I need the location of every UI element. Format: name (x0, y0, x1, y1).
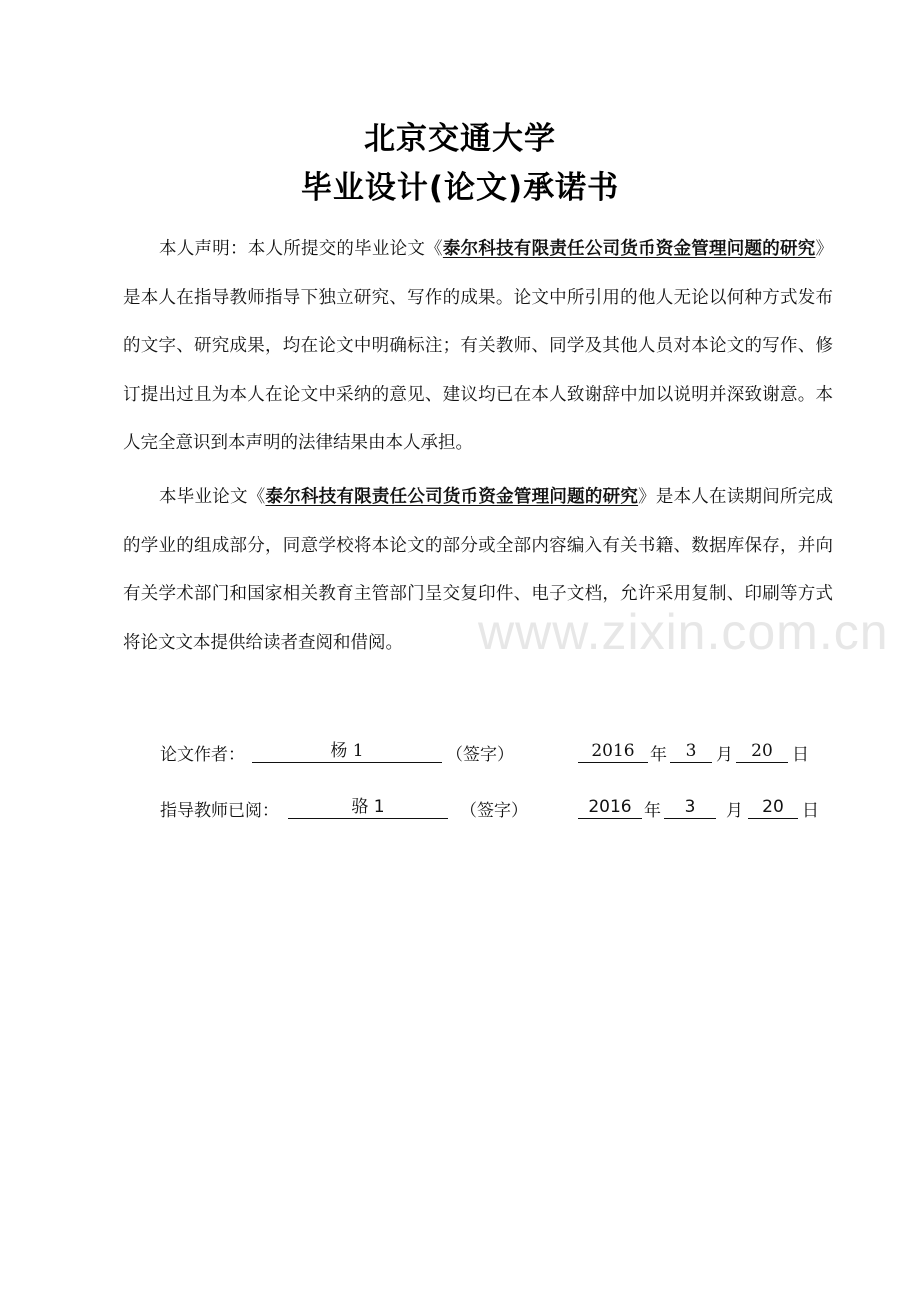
advisor-name-field (288, 796, 448, 819)
advisor-year-field (578, 796, 642, 819)
para2-prefix: 本毕业论文《 (159, 487, 266, 507)
advisor-day: 20 (762, 797, 784, 817)
advisor-month-unit: 月 (726, 801, 743, 821)
thesis-title-repeat: 泰尔科技有限责任公司货币资金管理问题的研究 (265, 487, 639, 507)
author-name-field (252, 740, 442, 763)
watermark-text: www.zixin.com.cn (478, 604, 889, 660)
document-title: 毕业设计(论文)承诺书 (300, 170, 620, 206)
thesis-title: 泰尔科技有限责任公司货币资金管理问题的研究 (442, 239, 816, 259)
advisor-label: 指导教师已阅： (160, 801, 279, 821)
advisor-year-unit: 年 (644, 801, 661, 821)
author-month-unit: 月 (716, 745, 733, 765)
advisor-month: 3 (684, 797, 696, 817)
advisor-day-unit: 日 (802, 801, 819, 821)
advisor-sign-note: （签字） (460, 801, 528, 821)
advisor-signature-row (160, 796, 840, 826)
para1-suffix: 》是本人在指导教师指导下独立研究、写作的成果。论文中所引用的他人无论以何种方式发布的文字、研究成果，均在论文中明确标注；有关教师、同学及其他人员对本论文的写作、修订提出过且为本人在论文中采纳的意见、建议均已在本人致谢辞中加以说明并深致谢意。本人完全意识到本声明的法律结果由本人承担。 (123, 239, 833, 453)
para2-suffix: 》是本人在读期间所完成的学业的组成部分，同意学校将本论文的部分或全部内容编入有关书籍、数据库保存，并向有关学术部门和国家相关教育主管部门呈交复印件、电子文档，允许采用复制、印刷等方式将论文文本提供给读者查阅和借阅。 (123, 487, 834, 653)
advisor-year: 2016 (588, 797, 632, 817)
author-day: 20 (751, 741, 773, 761)
author-year-unit: 年 (650, 745, 667, 765)
author-month-field (670, 740, 712, 763)
para1-prefix: 本人声明：本人所提交的毕业论文《 (159, 239, 443, 259)
author-month: 3 (685, 741, 697, 761)
author-year-field (578, 740, 648, 763)
author-year: 2016 (591, 741, 635, 761)
advisor-day-field (748, 796, 798, 819)
advisor-month-field (664, 796, 716, 819)
author-sign-note: （签字） (446, 745, 514, 765)
author-name: 杨 1 (330, 741, 364, 761)
declaration-paragraph-1 (123, 225, 833, 468)
author-signature-row (160, 740, 840, 770)
author-label: 论文作者： (160, 745, 245, 765)
author-day-unit: 日 (792, 745, 809, 765)
declaration-paragraph-2 (123, 473, 833, 667)
university-name: 北京交通大学 (364, 121, 556, 157)
author-day-field (736, 740, 788, 763)
advisor-name: 骆 1 (351, 797, 385, 817)
